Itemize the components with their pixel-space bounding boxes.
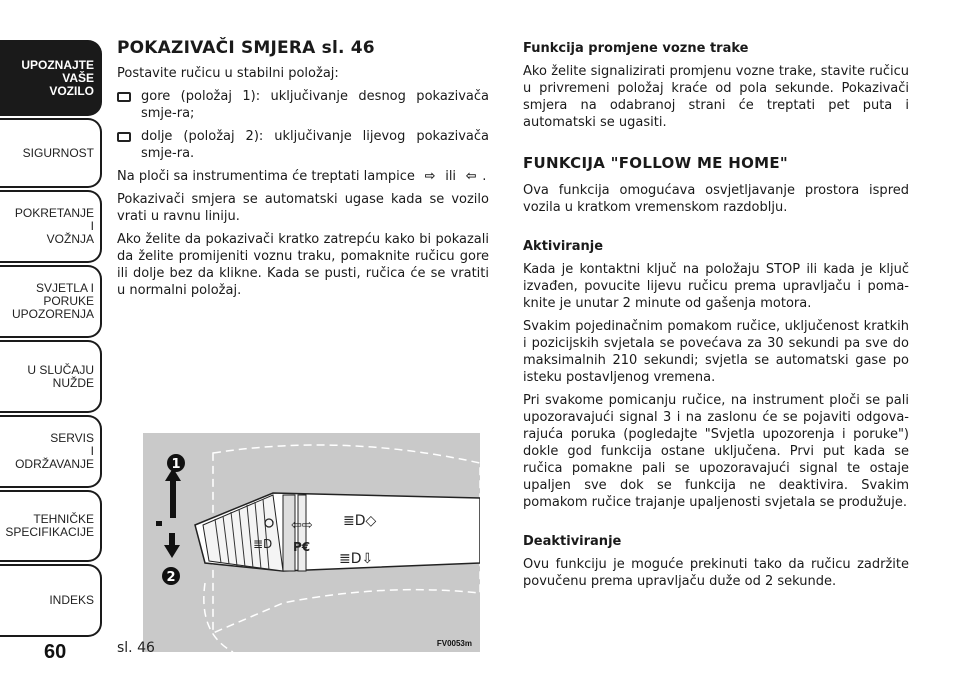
subheading: Deaktiviranje	[523, 534, 622, 549]
paragraph: Ova funkcija omogućava osvjetljavanje prostora ispred vozila u kratkom vremenskom razdoblju.	[523, 183, 909, 215]
figure-turn-signal-stalk	[143, 433, 480, 652]
lamp-paragraph	[117, 168, 489, 185]
tab-label: U SLUČAJU	[27, 362, 94, 377]
lamp-end-text: .	[482, 169, 487, 184]
list-item	[117, 128, 489, 162]
tab-servis-i-odrzavanje[interactable]	[0, 415, 102, 488]
callout-2: 2	[166, 570, 176, 585]
tab-indeks[interactable]	[0, 564, 102, 637]
tab-label: UPOZORENJA	[11, 307, 94, 321]
tab-label: I	[90, 444, 94, 458]
intro-text: Postavite ručicu u stabilni položaj:	[117, 66, 339, 81]
paragraph: Ovu funkciju je moguće prekinuti tako da ručicu zadržite povučenu prema upravljaču duže od 2 sekunde.	[523, 557, 909, 589]
tab-sigurnost[interactable]	[0, 118, 102, 188]
tab-label: VOZILO	[49, 83, 94, 98]
right-turn-arrow-icon: ⇨	[424, 169, 436, 184]
tab-label: TEHNIČKE	[33, 512, 94, 526]
page-number: 60	[44, 641, 67, 663]
svg-text:≣D⇩: ≣D⇩	[339, 551, 374, 567]
subheading: Funkcija promjene vozne trake	[523, 41, 749, 56]
paragraph: Pokazivači smjera se automatski ugase kada se vozilo vrati u ravnu liniju.	[117, 192, 489, 224]
tab-pokretanje-i-voznja[interactable]	[0, 190, 102, 263]
svg-text:≣D◇: ≣D◇	[343, 513, 377, 529]
tab-svjetla-i-poruke-upozorenja[interactable]	[0, 265, 102, 338]
subheading: Aktiviranje	[523, 239, 604, 254]
tab-u-slucaju-nuzde[interactable]	[0, 340, 102, 413]
tab-label: UPOZNAJTE	[21, 57, 94, 72]
tab-label: I	[90, 219, 94, 233]
tab-label: SIGURNOST	[22, 145, 94, 160]
list-item-text: gore (položaj 1): uključivanje desnog pokazivača smje-ra;	[141, 89, 489, 121]
lamp-text: Na ploči sa instrumentima će treptati lampice	[117, 169, 415, 184]
section-heading: POKAZIVAČI SMJERA sl. 46	[117, 38, 375, 58]
tab-label: INDEKS	[49, 593, 94, 607]
checkbox-bullet-icon	[117, 92, 131, 102]
right-column	[523, 40, 909, 596]
tab-upoznajte-vase-vozilo[interactable]	[0, 40, 102, 116]
paragraph: Pri svakome pomicanju ručice, na instrument ploči se pali upozoravajući signal 3 i na zaslonu će se pojaviti odgova-rajuća poruka (pogledajte "Svjetla upozorenja i poruke") dokle god funkcija ostane uključena. Prvi put kada se ručica pomakne pali se upozoravajući signal te ostaje upaljen sve dok se funkcija ne deaktivira. Svakim pomakom ručice trajanje upaljenosti svjetala se produžuje.	[523, 393, 909, 510]
stalk-illustration	[143, 433, 480, 652]
figure-code: FV0053m	[436, 639, 472, 648]
tab-label: SVJETLA I	[35, 281, 94, 295]
tab-label: SPECIFIKACIJE	[5, 525, 94, 539]
tab-label: ODRŽAVANJE	[15, 457, 94, 471]
paragraph: Ako želite signalizirati promjenu vozne trake, stavite ručicu u privremeni položaj kraće od pola sekunde. Pokazivači smjera na odabranoj strani će treptati pet puta i automatski se ugasiti.	[523, 64, 909, 130]
checkbox-bullet-icon	[117, 132, 131, 142]
left-turn-arrow-icon: ⇦	[465, 169, 477, 184]
tab-tehnicke-specifikacije[interactable]	[0, 490, 102, 562]
figure-caption: sl. 46	[117, 640, 155, 656]
svg-text:≣D: ≣D	[253, 537, 273, 551]
tab-label: VAŠE	[62, 70, 94, 85]
list-item	[117, 88, 489, 122]
tab-label: SERVIS	[50, 431, 94, 445]
tab-label: PORUKE	[43, 294, 94, 308]
paragraph: Svakim pojedinačnim pomakom ručice, uključenost kratkih i pozicijskih svjetala se povećava za 30 sekundi pa sve do maksimalnih 210 sekundi; svjetla se automatski gase po isteku postavljenog vremena.	[523, 319, 909, 385]
paragraph: Ako želite da pokazivači kratko zatrepću kako bi pokazali da želite promijeniti voznu traku, pomaknite ručicu gore ili dolje bez da klikne. Kada se pusti, ručica će se vratiti u normalni položaj.	[117, 232, 489, 298]
section-heading: FUNKCIJA "FOLLOW ME HOME"	[523, 154, 789, 172]
tab-label: NUŽDE	[52, 375, 94, 390]
tab-label: VOŽNJA	[46, 232, 94, 246]
left-column	[117, 40, 489, 305]
callout-1: 1	[171, 457, 181, 472]
lamp-or-text: ili	[445, 169, 457, 184]
svg-text:⇦⇨: ⇦⇨	[291, 518, 313, 533]
tab-label: POKRETANJE	[14, 206, 94, 220]
list-item-text: dolje (položaj 2): uključivanje lijevog pokazivača smje-ra.	[141, 129, 489, 161]
svg-text:P€: P€	[293, 540, 311, 554]
paragraph: Kada je kontaktni ključ na položaju STOP ili kada je ključ izvađen, povucite lijevu ručicu prema upravljaču i poma-knite je unutar 2 minute od gašenja motora.	[523, 262, 909, 311]
